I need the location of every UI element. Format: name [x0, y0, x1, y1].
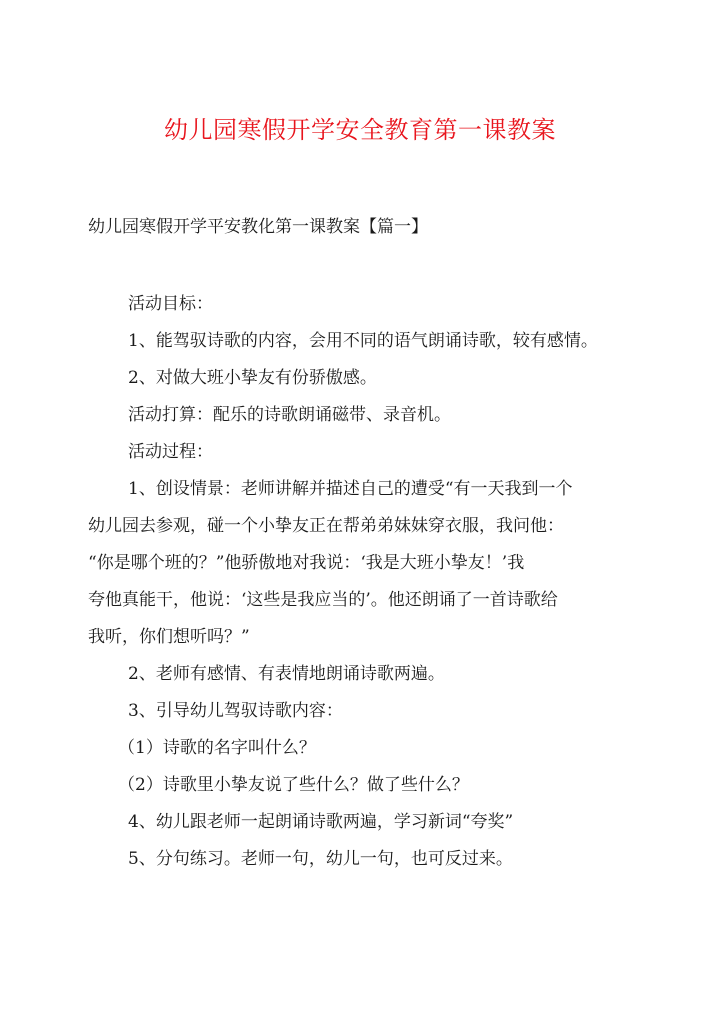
paragraph-line: 1、能驾驭诗歌的内容，会用不同的语气朗诵诗歌，较有感情。	[128, 331, 598, 351]
paragraph-line: 活动打算：配乐的诗歌朗诵磁带、录音机。	[128, 405, 451, 425]
paragraph-line: （1）诗歌的名字叫什么？	[118, 738, 316, 758]
paragraph-line: 幼儿园去参观，碰一个小挚友正在帮弟弟妹妹穿衣服，我问他：	[88, 516, 564, 536]
paragraph-line: 2、对做大班小挚友有份骄傲感。	[128, 368, 377, 388]
paragraph-line: “你是哪个班的？”他骄傲地对我说：‘我是大班小挚友！’我	[88, 553, 525, 573]
paragraph-line: 我听，你们想听吗？”	[88, 627, 250, 647]
paragraph-line: 2、老师有感情、有表情地朗诵诗歌两遍。	[128, 664, 445, 684]
paragraph-line: 夸他真能干，他说：‘这些是我应当的’。他还朗诵了一首诗歌给	[88, 590, 558, 610]
paragraph-line: （2）诗歌里小挚友说了些什么？做了些什么？	[118, 775, 469, 795]
document-body	[88, 286, 640, 878]
paragraph-line: 1、创设情景：老师讲解并描述自己的遭受“有一天我到一个	[128, 479, 573, 499]
paragraph-line: 4、幼儿跟老师一起朗诵诗歌两遍，学习新词“夸奖”	[128, 812, 514, 832]
section-heading: 幼儿园寒假开学平安教化第一课教案【篇一】	[88, 217, 428, 237]
document-title: 幼儿园寒假开学安全教育第一课教案	[164, 116, 556, 144]
paragraph-line: 5、分句练习。老师一句，幼儿一句，也可反过来。	[128, 849, 513, 869]
paragraph-line: 3、引导幼儿驾驭诗歌内容：	[128, 701, 343, 721]
paragraph-line: 活动过程：	[128, 442, 213, 462]
paragraph-line: 活动目标：	[128, 294, 213, 314]
